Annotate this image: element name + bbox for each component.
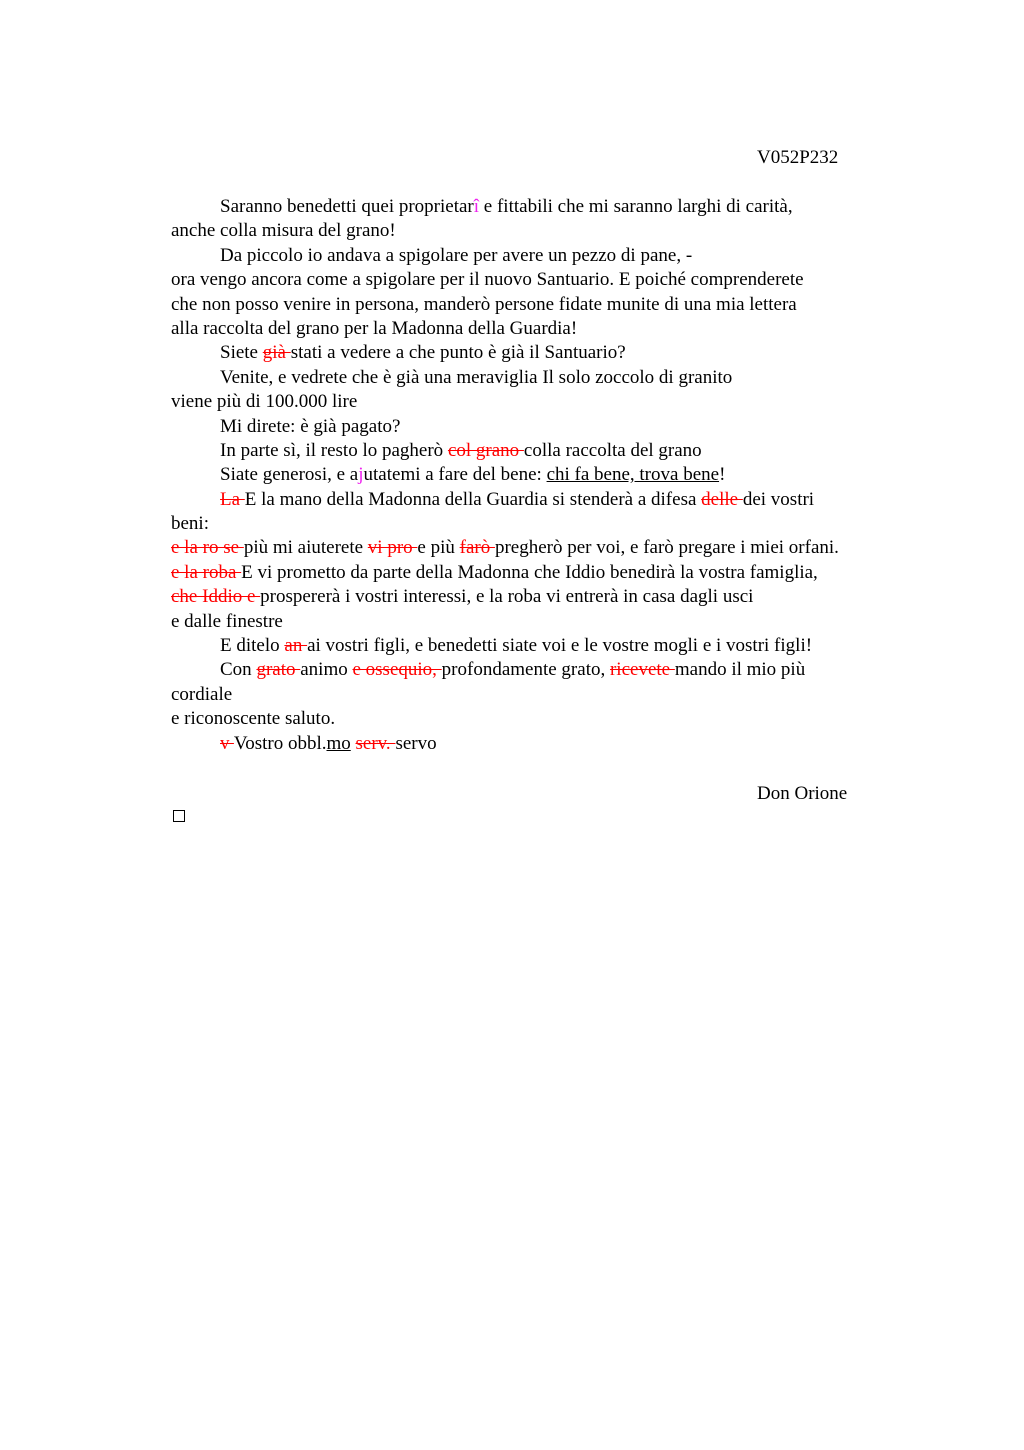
text-segment: ! xyxy=(719,464,726,486)
text-line xyxy=(171,707,911,731)
deleted-text: grato xyxy=(256,659,301,681)
signature: Don Orione xyxy=(757,783,848,804)
deleted-text: an xyxy=(284,635,308,657)
text-segment: viene più di 100.000 lire xyxy=(171,391,358,413)
deleted-text: col grano xyxy=(447,439,524,461)
text-line xyxy=(171,585,911,609)
underlined-text: mo xyxy=(326,732,351,754)
text-segment: prospererà i vostri interessi, e la roba vi entrerà in casa dagli usci xyxy=(260,586,754,608)
text-segment: Da piccolo io andava a spigolare per avere un pezzo di pane, - xyxy=(220,244,693,266)
text-segment: Venite, e vedrete che è già una meraviglia Il solo zoccolo di granito xyxy=(220,366,733,388)
text-line xyxy=(171,195,911,219)
text-line xyxy=(171,244,911,268)
text-segment: E vi prometto da parte della Madonna che Iddio benedirà la vostra famiglia, xyxy=(241,561,818,583)
checkbox-square-icon xyxy=(173,810,185,822)
text-line xyxy=(171,390,911,414)
deleted-text: ricevete xyxy=(609,659,675,681)
deleted-text: serv. xyxy=(355,732,396,754)
text-line xyxy=(171,561,911,585)
text-segment: Mi direte: è già pagato? xyxy=(220,415,401,437)
text-segment: ora vengo ancora come a spigolare per il nuovo Santuario. E poiché comprenderete xyxy=(171,269,804,291)
deleted-text: v xyxy=(220,732,234,754)
text-segment: Saranno benedetti quei proprietar xyxy=(220,196,474,217)
text-segment: e fittabili che mi saranno larghi di carità, xyxy=(479,196,793,217)
text-segment: profondamente grato, xyxy=(441,659,610,681)
text-segment: alla raccolta del grano per la Madonna della Guardia! xyxy=(171,317,578,339)
text-segment: E la mano della Madonna della Guardia si stenderà a difesa xyxy=(244,488,702,510)
deleted-text: e la ro se xyxy=(171,537,244,559)
deleted-text: e ossequio, xyxy=(352,659,442,681)
text-line xyxy=(171,268,911,292)
text-line xyxy=(171,366,911,390)
text-segment: colla raccolta del grano xyxy=(523,439,702,461)
text-segment: Con xyxy=(220,659,257,681)
text-line xyxy=(171,658,911,682)
text-line xyxy=(171,732,911,756)
text-segment: e riconoscente saluto. xyxy=(171,708,336,730)
text-line xyxy=(171,341,911,365)
text-segment: beni: xyxy=(171,513,209,535)
text-segment: pregherò per voi, e farò pregare i miei orfani. xyxy=(494,537,839,559)
text-segment: stati a vedere a che punto è già il Santuario? xyxy=(290,342,626,364)
text-segment: e dalle finestre xyxy=(171,610,283,632)
letter-body xyxy=(171,195,911,756)
text-segment: dei vostri xyxy=(742,488,815,510)
text-segment: Siete xyxy=(220,342,263,364)
text-line xyxy=(171,488,911,512)
text-line xyxy=(171,463,911,487)
text-segment: E ditelo xyxy=(220,635,285,657)
deleted-text: farò xyxy=(459,537,495,559)
inserted-letter: î xyxy=(473,196,480,217)
text-line xyxy=(171,512,911,536)
text-segment: servo xyxy=(395,732,437,754)
inserted-letter: j xyxy=(358,464,364,486)
text-segment: che non posso venire in persona, manderò persone fidate munite di una mia lettera xyxy=(171,293,797,315)
text-line xyxy=(171,439,911,463)
deleted-text: La xyxy=(220,488,245,510)
text-line xyxy=(171,610,911,634)
text-segment: utatemi a fare del bene: xyxy=(363,464,547,486)
text-segment: In parte sì, il resto lo pagherò xyxy=(220,439,448,461)
deleted-text: e la roba xyxy=(171,561,242,583)
text-segment: ai vostri figli, e benedetti siate voi e le vostre mogli e i vostri figli! xyxy=(307,635,813,657)
deleted-text: già xyxy=(262,342,291,364)
text-segment: e più xyxy=(417,537,460,559)
text-line xyxy=(171,536,911,560)
text-segment: cordiale xyxy=(171,683,233,705)
text-line xyxy=(171,415,911,439)
text-line xyxy=(171,317,911,341)
text-segment: anche colla misura del grano! xyxy=(171,220,396,242)
text-segment: animo xyxy=(300,659,353,681)
text-segment: più mi aiuterete xyxy=(243,537,368,559)
text-line xyxy=(171,634,911,658)
text-segment: Siate generosi, e a xyxy=(220,464,359,486)
text-segment: Vostro obbl. xyxy=(233,732,327,754)
text-line xyxy=(171,293,911,317)
deleted-text: delle xyxy=(701,488,743,510)
text-segment: mando il mio più xyxy=(674,659,806,681)
text-line xyxy=(171,219,911,243)
deleted-text: che Iddio e xyxy=(171,586,261,608)
text-line xyxy=(171,683,911,707)
underlined-text: chi fa bene, trova bene xyxy=(546,464,720,486)
reference-code: V052P232 xyxy=(757,147,839,168)
deleted-text: vi pro xyxy=(367,537,418,559)
